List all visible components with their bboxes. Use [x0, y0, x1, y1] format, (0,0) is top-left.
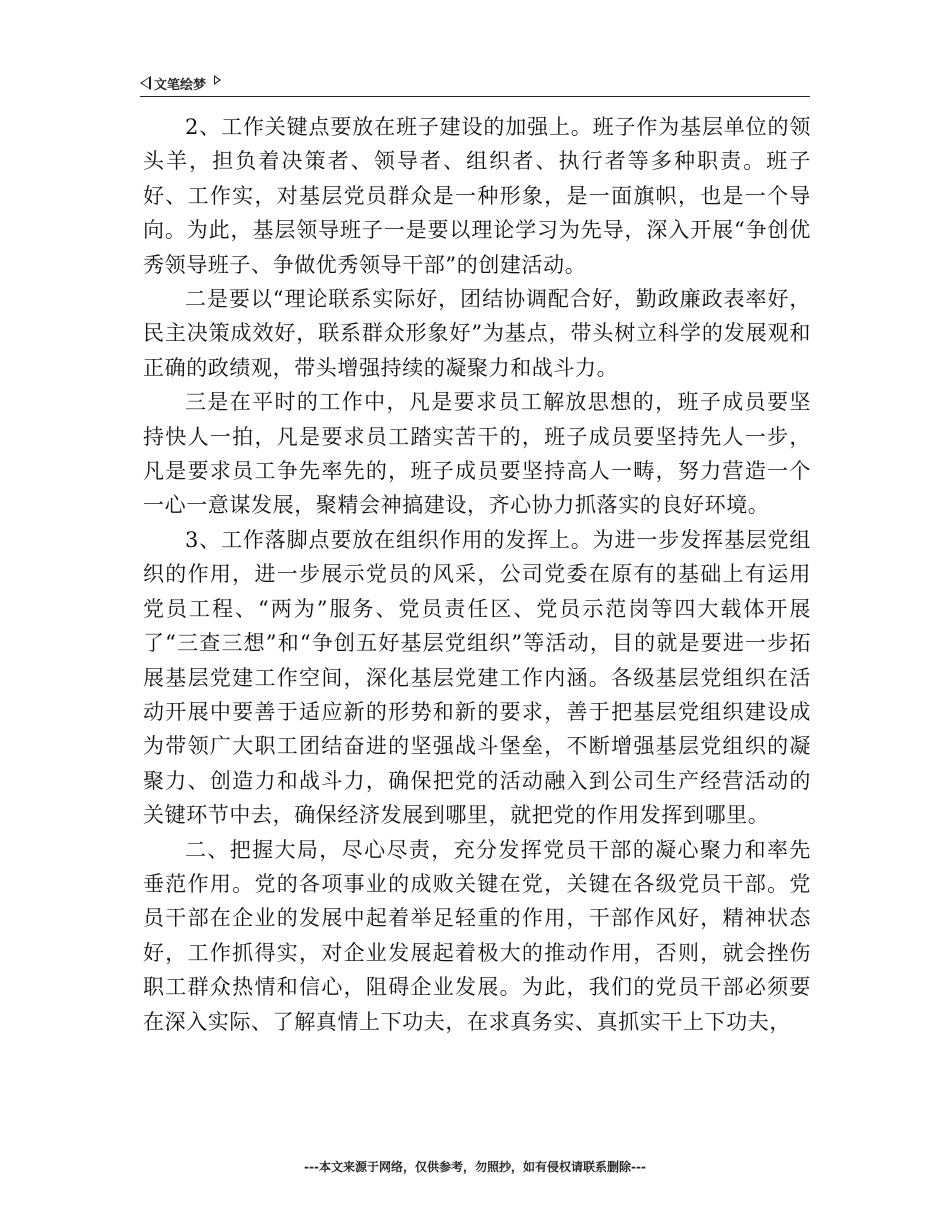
paragraph-5: 二、把握大局，尽心尽责，充分发挥党员干部的凝心聚力和率先垂范作用。党的各项事业的成败关键在党，关键在各级党员干部。党员干部在企业的发展中起着举足轻重的作用，干部作风好，精神状态好，工作抓得实，对企业发展起着极大的推动作用，否则，就会挫伤职工群众热情和信心，阻碍企业发展。为此，我们的党员干部必须要在深入实际、了解真情上下功夫，在求真务实、真抓实干上下功夫， [143, 837, 811, 1034]
page-header [140, 70, 810, 97]
footer-disclaimer: ---本文来源于网络，仅供参考，勿照抄，如有侵权请联系删除--- [304, 1160, 646, 1174]
document-body [143, 110, 811, 1039]
paragraph-2: 二是要以“理论联系实际好，团结协调配合好，勤政廉政表率好，民主决策成效好，联系群众形象好”为基点，带头树立科学的发展观和正确的政绩观，带头增强持续的凝聚力和战斗力。 [143, 287, 811, 380]
triangle-left-icon [140, 76, 151, 90]
header-brand: 文笔绘梦 [154, 77, 207, 93]
triangle-right-icon [214, 75, 221, 85]
paragraph-4: 3、工作落脚点要放在组织作用的发挥上。为进一步发挥基层党组织的作用，进一步展示党员的风采，公司党委在原有的基础上有运用党员工程、“两为”服务、党员责任区、党员示范岗等四大载体开展了“三查三想”和“争创五好基层党组织”等活动，目的就是要进一步拓展基层党建工作空间，深化基层党建工作内涵。各级基层党组织在活动开展中要善于适应新的形势和新的要求，善于把基层党组织建设成为带领广大职工团结奋进的坚强战斗堡垒，不断增强基层党组织的凝聚力、创造力和战斗力，确保把党的活动融入到公司生产经营活动的关键环节中去，确保经济发展到哪里，就把党的作用发挥到哪里。 [143, 527, 811, 828]
paragraph-3: 三是在平时的工作中，凡是要求员工解放思想的，班子成员要坚持快人一拍，凡是要求员工踏实苦干的，班子成员要坚持先人一步，凡是要求员工争先率先的，班子成员要坚持高人一畴，努力营造一个一心一意谋发展，聚精会神搞建设，齐心协力抓落实的良好环境。 [143, 390, 811, 518]
paragraph-1: 2、工作关键点要放在班子建设的加强上。班子作为基层单位的领头羊，担负着决策者、领导者、组织者、执行者等多种职责。班子好、工作实，对基层党员群众是一种形象，是一面旗帜，也是一个导向。为此，基层领导班子一是要以理论学习为先导，深入开展“争创优秀领导班子、争做优秀领导干部”的创建活动。 [143, 115, 811, 277]
